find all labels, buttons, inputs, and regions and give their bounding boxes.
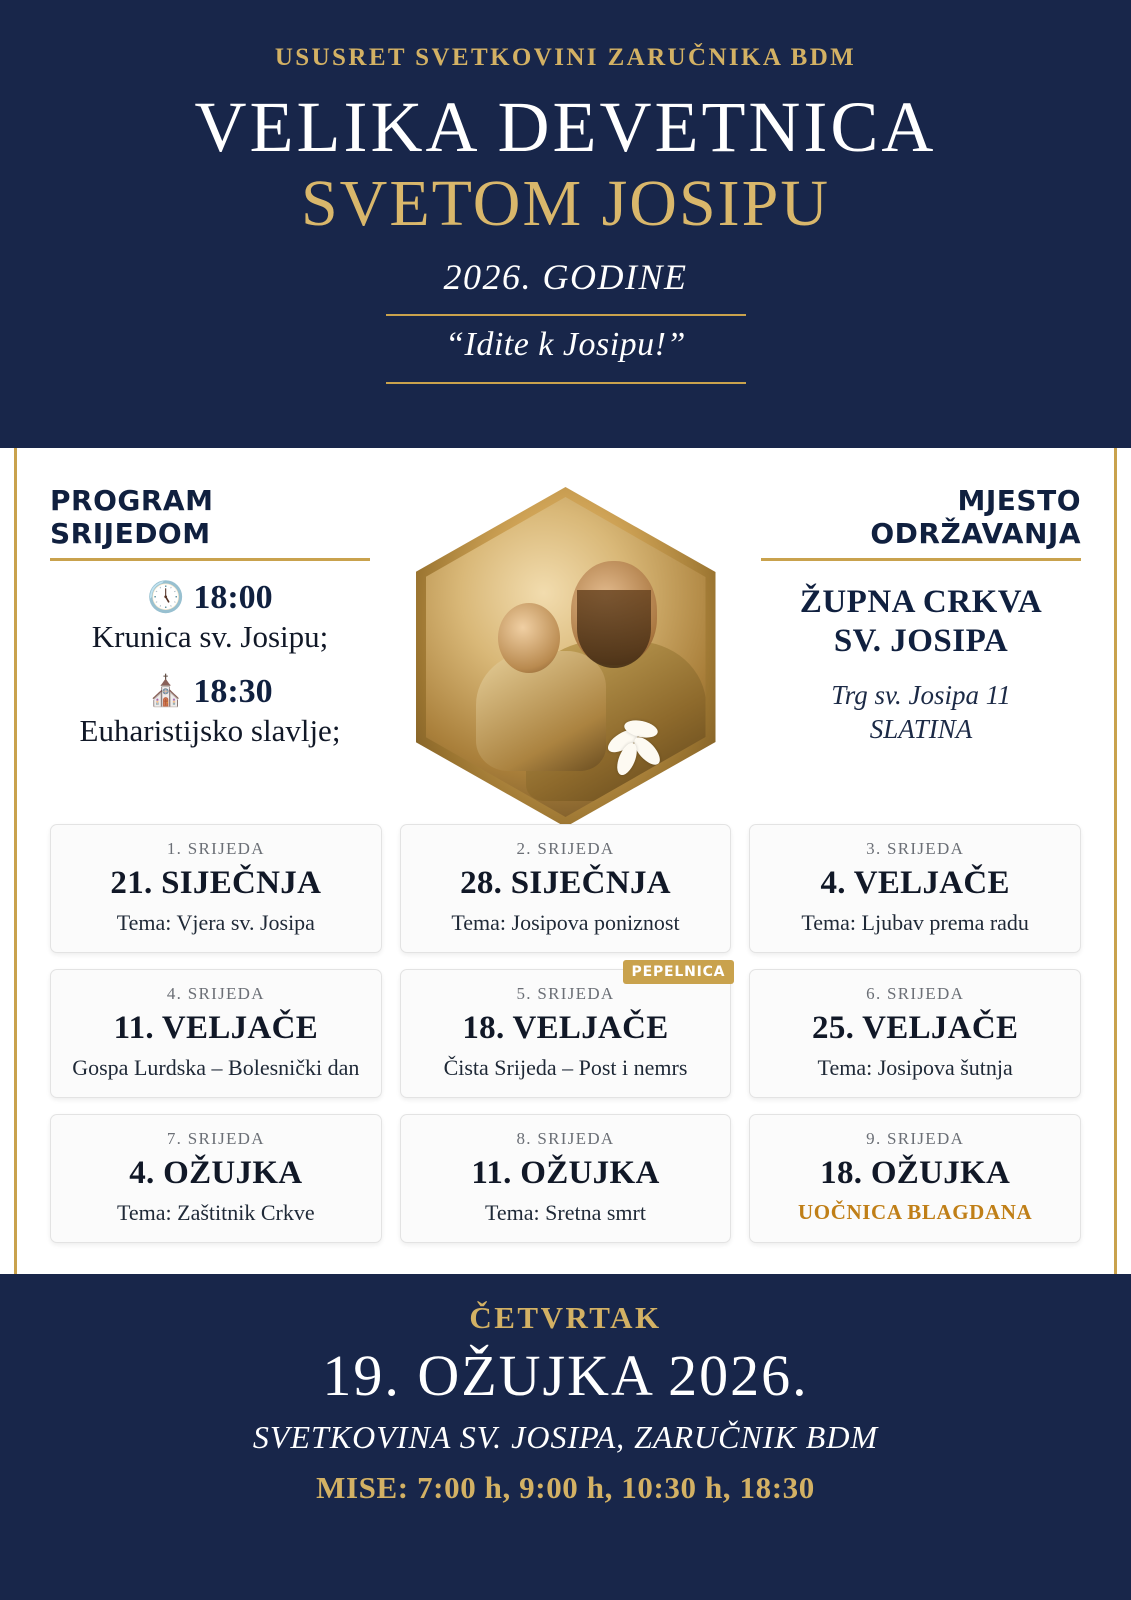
page-subtitle: SVETOM JOSIPU xyxy=(300,166,831,240)
week-date: 4. VELJAČE xyxy=(820,865,1010,901)
week-card xyxy=(400,824,732,953)
week-card xyxy=(400,964,732,1098)
right-gold-border xyxy=(1114,448,1117,1274)
week-card xyxy=(400,1114,732,1243)
week-index: 5. SRIJEDA xyxy=(516,984,615,1003)
weeks-grid xyxy=(22,816,1109,1243)
clock-icon: 🕔 xyxy=(147,581,185,614)
program-item-1-desc: Krunica sv. Josipu; xyxy=(91,619,329,654)
week-date: 28. SIJEČNJA xyxy=(460,865,671,901)
footer-day: ČETVRTAK xyxy=(469,1300,662,1335)
saint-joseph-icon-artwork xyxy=(408,482,723,832)
week-card xyxy=(749,824,1081,953)
week-date: 25. VELJAČE xyxy=(812,1010,1019,1046)
divider-top xyxy=(386,314,746,316)
artwork-frame-outer xyxy=(416,487,716,827)
header-kicker: USUSRET SVETKOVINI ZARUČNIKA BDM xyxy=(274,44,857,71)
place-name xyxy=(761,583,1081,661)
week-card xyxy=(50,1114,382,1243)
status-badge: PEPELNICA xyxy=(623,960,735,984)
footer-date: 19. OŽUJKA 2026. xyxy=(322,1343,809,1408)
place-name-line-1: ŽUPNA CRKVA xyxy=(799,584,1043,620)
divider-bottom xyxy=(386,382,746,384)
info-row xyxy=(22,466,1109,816)
church-icon: ⛪ xyxy=(147,675,185,708)
week-date: 11. VELJAČE xyxy=(113,1010,319,1046)
poster-footer xyxy=(0,1274,1131,1600)
week-theme: Tema: Sretna smrt xyxy=(485,1200,646,1225)
week-index: 9. SRIJEDA xyxy=(866,1129,965,1148)
place-name-line-2: SV. JOSIPA xyxy=(833,622,1009,659)
week-theme: Gospa Lurdska – Bolesnički dan xyxy=(72,1055,360,1080)
program-item-2-desc: Euharistijsko slavlje; xyxy=(79,713,341,748)
week-card xyxy=(749,969,1081,1098)
week-theme: Čista Srijeda – Post i nemrs xyxy=(443,1055,688,1080)
week-index: 8. SRIJEDA xyxy=(516,1129,615,1148)
page-title: VELIKA DEVETNICA xyxy=(194,87,937,167)
place-address-line-2: SLATINA xyxy=(869,713,973,744)
year-text: 2026. GODINE xyxy=(443,257,688,298)
week-card xyxy=(50,969,382,1098)
footer-masses: MISE: 7:00 h, 9:00 h, 10:30 h, 18:30 xyxy=(316,1470,815,1505)
place-address-line-1: Trg sv. Josipa 11 xyxy=(831,679,1011,710)
week-card xyxy=(50,824,382,953)
program-item-2 xyxy=(50,673,370,711)
left-gold-border xyxy=(14,448,17,1274)
week-index: 2. SRIJEDA xyxy=(516,839,615,858)
lily-flower-icon xyxy=(598,715,672,785)
artwork-frame-inner xyxy=(426,497,706,817)
week-index: 4. SRIJEDA xyxy=(166,984,265,1003)
program-item-1-time: 18:00 xyxy=(193,579,273,616)
week-date: 18. OŽUJKA xyxy=(820,1155,1011,1191)
place-section xyxy=(761,484,1081,746)
week-index: 7. SRIJEDA xyxy=(166,1129,265,1148)
week-theme: Tema: Ljubav prema radu xyxy=(801,910,1029,935)
joseph-beard-shape xyxy=(577,590,651,668)
program-heading: PROGRAM SRIJEDOM xyxy=(50,484,370,561)
week-theme: Tema: Vjera sv. Josipa xyxy=(116,910,315,935)
poster-body xyxy=(0,448,1131,1274)
program-section xyxy=(50,484,370,749)
week-date: 11. OŽUJKA xyxy=(471,1155,660,1191)
poster-header xyxy=(0,0,1131,448)
week-date: 4. OŽUJKA xyxy=(129,1155,303,1191)
week-card xyxy=(749,1114,1081,1243)
program-item-2-time: 18:30 xyxy=(193,673,273,710)
artwork-hexagon-frame xyxy=(408,482,723,832)
week-index: 3. SRIJEDA xyxy=(866,839,965,858)
program-item-1 xyxy=(50,579,370,617)
week-date: 18. VELJAČE xyxy=(462,1010,669,1046)
place-heading: MJESTO ODRŽAVANJA xyxy=(761,484,1081,561)
week-date: 21. SIJEČNJA xyxy=(110,865,322,901)
week-theme: Tema: Josipova šutnja xyxy=(817,1055,1013,1080)
child-head-shape xyxy=(498,603,560,673)
motto-text: “Idite k Josipu!” xyxy=(445,326,686,364)
week-theme: Tema: Zaštitnik Crkve xyxy=(117,1200,315,1225)
week-index: 6. SRIJEDA xyxy=(866,984,965,1003)
place-address xyxy=(761,679,1081,747)
week-index: 1. SRIJEDA xyxy=(166,839,265,858)
week-theme: Tema: Josipova poniznost xyxy=(451,910,680,935)
week-theme: UOČNICA BLAGDANA xyxy=(798,1200,1033,1224)
footer-feast: SVETKOVINA SV. JOSIPA, ZARUČNIK BDM xyxy=(252,1419,879,1455)
